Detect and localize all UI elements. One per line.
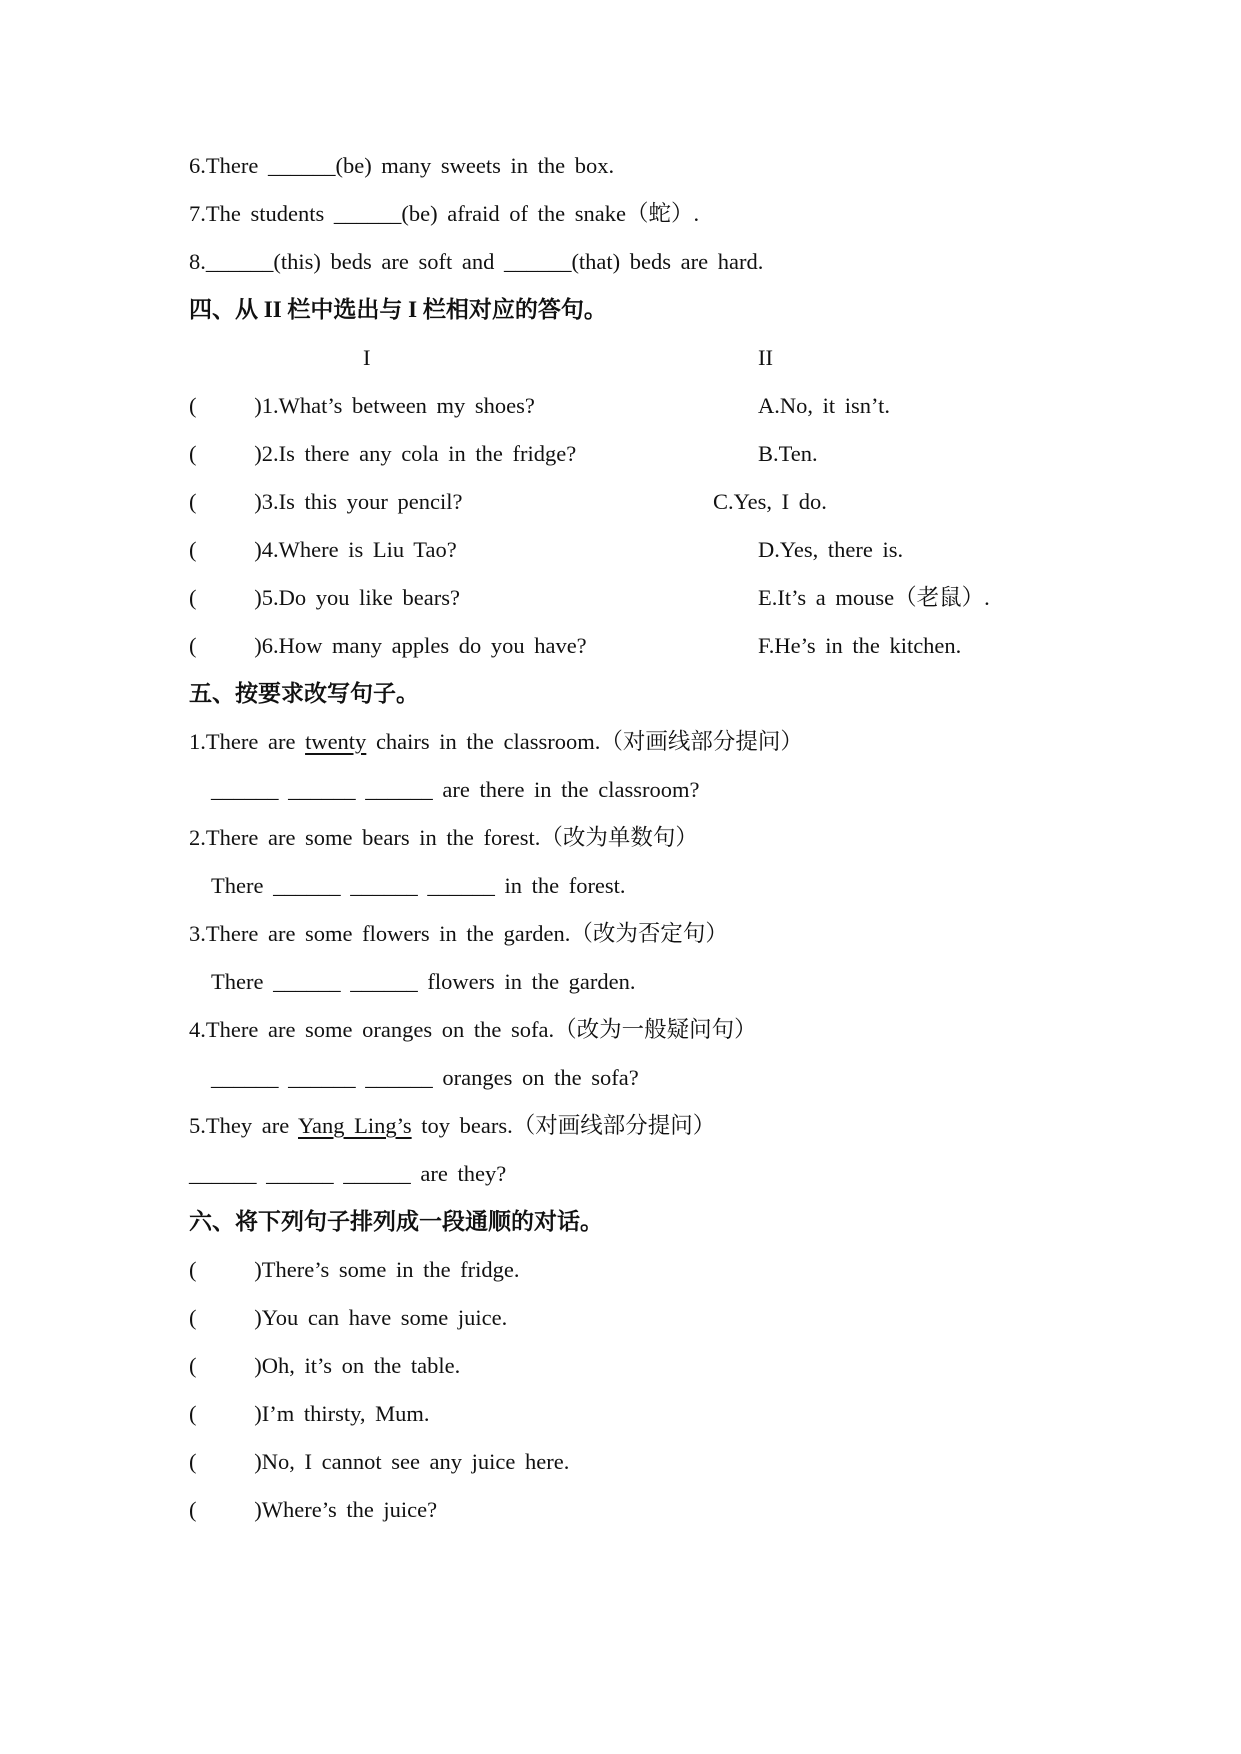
dialogue-item: ( )Where’s the juice?	[189, 1497, 438, 1522]
underlined-word: Yang Ling’s	[298, 1113, 412, 1138]
dialogue-item: ( )No, I cannot see any juice here.	[189, 1449, 570, 1474]
rewrite-answer-4: ______ ______ ______ oranges on the sofa?	[211, 1065, 639, 1090]
column-ii-header: II	[758, 345, 773, 370]
question-6: 6.There ______(be) many sweets in the box.	[189, 153, 615, 178]
dialogue-item: ( )I’m thirsty, Mum.	[189, 1401, 430, 1426]
section-6-heading: 六、将下列句子排列成一段通顺的对话。	[189, 1209, 603, 1234]
rewrite-question-1	[189, 728, 803, 756]
rewrite-question-4: 4.There are some oranges on the sofa.（改为一般疑问句）	[189, 1017, 757, 1042]
match-question: ( )2.Is there any cola in the fridge?	[189, 441, 577, 466]
question-7: 7.The students ______(be) afraid of the snake（蛇）.	[189, 201, 700, 226]
match-question: ( )5.Do you like bears?	[189, 585, 460, 610]
rewrite-question-5-instruction: toy bears.（对画线部分提问）	[411, 1113, 716, 1138]
dialogue-item: ( )Oh, it’s on the table.	[189, 1353, 461, 1378]
question-8: 8.______(this) beds are soft and ______(that) beds are hard.	[189, 249, 764, 274]
rewrite-answer-2: There ______ ______ ______ in the forest.	[211, 873, 626, 898]
match-question: ( )3.Is this your pencil?	[189, 489, 463, 514]
dialogue-item: ( )You can have some juice.	[189, 1305, 508, 1330]
section-5-heading: 五、按要求改写句子。	[189, 681, 419, 706]
match-question: ( )4.Where is Liu Tao?	[189, 537, 457, 562]
match-answer: D.Yes, there is.	[758, 537, 904, 562]
rewrite-question-2: 2.There are some bears in the forest.（改为单数句）	[189, 825, 698, 850]
rewrite-question-5-text: 5.They are	[189, 1113, 298, 1138]
match-question: ( )6.How many apples do you have?	[189, 633, 587, 658]
rewrite-answer-1: ______ ______ ______ are there in the classroom?	[211, 777, 700, 802]
underlined-word: twenty	[305, 729, 367, 754]
column-i-header: I	[363, 345, 371, 370]
match-question: ( )1.What’s between my shoes?	[189, 393, 535, 418]
rewrite-question-3: 3.There are some flowers in the garden.（改为否定句）	[189, 921, 728, 946]
rewrite-question-1-instruction: chairs in the classroom.（对画线部分提问）	[366, 729, 803, 754]
rewrite-question-5	[189, 1112, 715, 1140]
rewrite-question-1-text: 1.There are	[189, 729, 306, 754]
rewrite-answer-5: ______ ______ ______ are they?	[189, 1161, 507, 1186]
match-answer: C.Yes, I do.	[713, 489, 827, 514]
match-answer: E.It’s a mouse（老鼠）.	[758, 585, 990, 610]
match-answer: F.He’s in the kitchen.	[758, 633, 962, 658]
match-answer: A.No, it isn’t.	[758, 393, 890, 418]
section-4-heading: 四、从 II 栏中选出与 I 栏相对应的答句。	[189, 297, 607, 322]
match-answer: B.Ten.	[758, 441, 818, 466]
dialogue-item: ( )There’s some in the fridge.	[189, 1257, 520, 1282]
rewrite-answer-3: There ______ ______ flowers in the garden.	[211, 969, 636, 994]
